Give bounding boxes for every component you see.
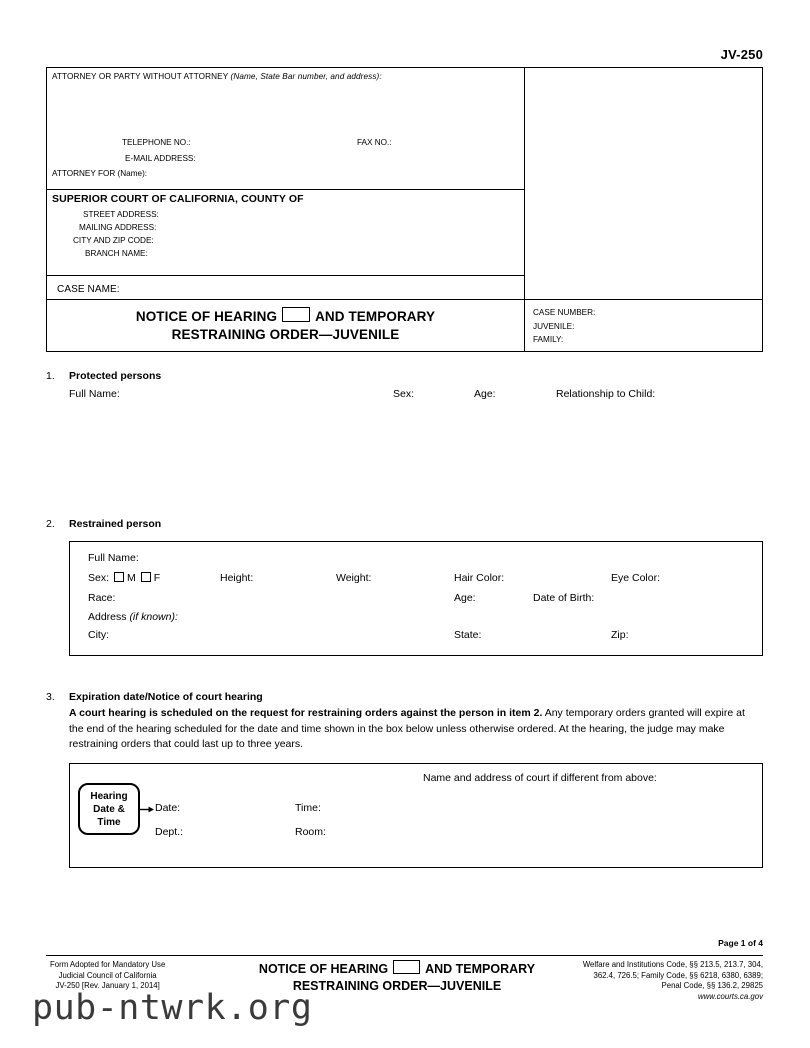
court-stamp-area [525,68,762,300]
form-title-line1-part2: AND TEMPORARY [315,309,436,324]
form-title-line1-part1: NOTICE OF HEARING [135,309,278,324]
watermark-text: pub-ntwrk.org [32,988,313,1028]
restrained-hair-color-label: Hair Color: [454,572,505,584]
hearing-room-label: Room: [295,826,326,838]
court-address-label: Name and address of court if different from above: [423,772,657,784]
city-zip-label: CITY AND ZIP CODE: [73,236,154,245]
form-title-line2: RESTRAINING ORDER—JUVENILE [171,327,400,342]
restrained-race-label: Race: [88,592,116,604]
form-title-block [47,300,524,351]
footer-title-line1-part1: NOTICE OF HEARING [258,962,389,976]
hearing-box [69,763,763,868]
form-number: JV-250 [720,47,763,62]
item-3-number: 3. [46,691,55,703]
page-number: Page 1 of 4 [718,938,763,948]
hearing-time-label: Time: [295,802,321,814]
attorney-label: ATTORNEY OR PARTY WITHOUT ATTORNEY (Name, State Bar number, and address): [52,72,382,81]
arrow-right-icon [140,805,154,814]
restrained-zip-label: Zip: [611,629,629,641]
footer-title-line1-part2: AND TEMPORARY [425,962,536,976]
court-block[interactable] [47,190,524,276]
caption-left-column [47,68,525,351]
footer-divider [46,955,763,956]
item-2-heading: Restrained person [69,518,162,530]
restrained-sex-label: Sex: [88,572,110,584]
family-case-label: FAMILY: [533,335,564,344]
item-3-body-rest: Any temporary orders granted will expire at the end of the hearing scheduled for the date and time shown in the box below unless otherwise ordered. At the hearing, the judge may make restraining orders that could last up to three years. [69,707,745,750]
footer-adoption-block [50,960,165,992]
footer-url: www.courts.ca.gov [698,991,763,1001]
protected-relationship-label: Relationship to Child: [556,388,656,400]
street-address-label: STREET ADDRESS: [83,210,159,219]
mailing-address-label: MAILING ADDRESS: [79,223,157,232]
footer-citation-block [553,960,763,1002]
hearing-dept-label: Dept.: [155,826,184,838]
restrained-address-label: Address (if known): [88,611,178,623]
restrained-city-label: City: [88,629,109,641]
telephone-label: TELEPHONE NO.: [122,138,191,147]
restrained-eye-color-label: Eye Color: [611,572,661,584]
footer-title-line2: RESTRAINING ORDER—JUVENILE [292,979,502,993]
footer-adopted-line-1: Form Adopted for Mandatory Use [50,960,166,969]
restrained-person-box [69,541,763,656]
attorney-for-label: ATTORNEY FOR (Name): [52,169,148,178]
case-number-label: CASE NUMBER: [533,308,596,317]
juvenile-case-label: JUVENILE: [533,321,575,331]
restrained-dob-label: Date of Birth: [533,592,595,604]
item-3-body-bold: A court hearing is scheduled on the request for restraining orders against the person in item 2. [69,707,543,719]
case-name-block[interactable] [47,276,524,300]
item-3-heading: Expiration date/Notice of court hearing [69,691,263,703]
branch-name-label: BRANCH NAME: [85,249,148,258]
hearing-date-label: Date: [155,802,181,814]
item-1-heading: Protected persons [69,370,162,382]
sex-female-label: F [153,572,161,584]
restrained-full-name-label: Full Name: [88,552,139,564]
restrained-weight-label: Weight: [336,572,372,584]
footer-citation-line-1: Welfare and Institutions Code, §§ 213.5, 213.7, 304, [582,960,763,969]
court-title: SUPERIOR COURT OF CALIFORNIA, COUNTY OF [52,193,304,205]
protected-sex-label: Sex: [393,388,415,400]
sex-female-checkbox[interactable] [141,572,151,582]
form-title [136,307,435,344]
title-checkbox[interactable] [282,307,310,322]
restrained-sex-row [88,572,160,584]
item-1-number: 1. [46,370,55,382]
protected-age-label: Age: [474,388,496,400]
protected-full-name-label: Full Name: [69,388,120,400]
attorney-block[interactable] [47,68,524,190]
hearing-badge-text: Hearing Date & Time [90,790,128,828]
footer-citation-line-3: Penal Code, §§ 136.2, 29825 [661,981,763,990]
restrained-age-label: Age: [454,592,476,604]
caption-box [46,67,763,352]
restrained-state-label: State: [454,629,482,641]
sex-male-label: M [127,572,136,584]
footer-citation-line-2: 362.4, 726.5; Family Code, §§ 6218, 6380, 6389; [593,970,763,980]
telephone-fax-row [47,138,524,152]
footer-adopted-line-2: Judicial Council of California [58,970,157,980]
fax-label: FAX NO.: [357,138,392,147]
case-name-label: CASE NAME: [57,284,120,295]
email-label: E-MAIL ADDRESS: [125,154,196,163]
item-2-number: 2. [46,518,55,530]
item-3-body [69,706,749,753]
hearing-date-time-badge [78,783,140,835]
caption-right-column [525,68,762,351]
case-number-block[interactable] [525,300,762,351]
sex-male-checkbox[interactable] [114,572,124,582]
footer-adopted-line-3: JV-250 [Rev. January 1, 2014] [55,981,160,990]
footer-title-checkbox[interactable] [393,960,420,974]
restrained-height-label: Height: [220,572,254,584]
